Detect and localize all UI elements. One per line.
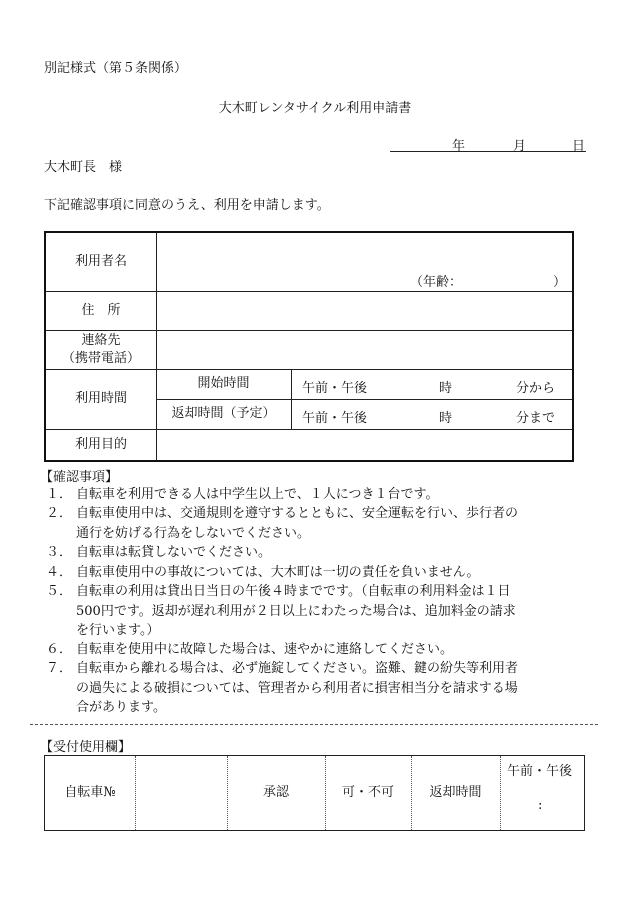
start-ampm-option[interactable]: 午前・午後 — [302, 381, 368, 396]
address-field[interactable] — [157, 292, 572, 330]
time-colon: : — [538, 798, 543, 813]
bike-number-label: 自転車№ — [64, 785, 116, 801]
start-hour-unit: 時 — [439, 381, 453, 396]
item-text: を行います。） — [76, 623, 160, 638]
date-month: 月 — [513, 139, 527, 154]
item-text: の過失による破損については、管理者から利用者に損害相当分を請求する場 — [76, 680, 518, 696]
date-year: 年 — [452, 139, 466, 154]
item-text: 合があります。 — [76, 700, 166, 715]
item-text: 通行を妨げる行為をしないでください。 — [76, 525, 311, 541]
start-time-label: 開始時間 — [197, 376, 250, 392]
item-number: ５． — [46, 584, 73, 599]
purpose-label: 利用目的 — [74, 436, 127, 452]
phone-field[interactable] — [157, 331, 572, 369]
return-time-label: 返却時間（予定） — [171, 406, 276, 422]
return-minute-unit: 分まで — [516, 411, 556, 426]
item-number: ３． — [46, 545, 73, 560]
confirmation-heading: 【確認事項】 — [40, 470, 119, 485]
item-number: ４． — [46, 565, 73, 580]
item-number: ７． — [46, 661, 73, 676]
intro-text: 下記確認事項に同意のうえ、利用を申請します。 — [44, 198, 330, 213]
application-form-table — [44, 231, 574, 462]
start-minute-unit: 分から — [516, 381, 556, 396]
return-time-reception-label: 返却時間 — [429, 785, 482, 801]
item-text: 自転車は転貸しないでください。 — [76, 545, 272, 560]
return-hour-unit: 時 — [439, 411, 453, 426]
section-divider — [30, 724, 598, 725]
purpose-field[interactable] — [157, 430, 572, 460]
cell-divider — [500, 756, 501, 830]
contact-label-line1: 連絡先 — [81, 332, 121, 348]
item-text: 自転車の利用は貸出日当日の午後４時までです。（自転車の利用料金は１日 — [76, 584, 511, 599]
item-text: 自転車を利用できる人は中学生以上で、１人につき１台です。 — [76, 487, 439, 502]
item-text: 自転車使用中は、交通規則を遵守するとともに、安全運転を行い、歩行者の — [76, 506, 519, 521]
item-text: 自転車から離れる場合は、必ず施錠してください。盗難、鍵の紛失等利用者 — [76, 661, 519, 676]
user-name-label: 利用者名 — [74, 254, 127, 270]
bike-number-field[interactable] — [136, 756, 226, 830]
reception-heading: 【受付使用欄】 — [40, 740, 132, 755]
usage-time-label: 利用時間 — [74, 391, 127, 407]
item-text: 自転車使用中の事故については、大木町は一切の責任を負いません。 — [76, 565, 480, 580]
approval-label: 承認 — [262, 785, 289, 801]
form-reference: 別記様式（第５条関係） — [44, 61, 188, 76]
item-number: ２． — [46, 506, 73, 521]
age-field[interactable] — [486, 271, 552, 287]
age-close-paren: ） — [553, 275, 567, 290]
date-day: 日 — [572, 139, 586, 154]
item-number: １． — [46, 487, 73, 502]
item-text: 500円です。返却が遅れ利用が２日以上にわたった場合は、追加料金の請求 — [76, 603, 516, 619]
contact-label — [46, 330, 156, 369]
reception-table — [44, 755, 585, 831]
contact-label-line2: （携帯電話） — [61, 350, 140, 366]
date-underline — [390, 151, 586, 152]
reception-ampm-option[interactable]: 午前・午後 — [507, 764, 573, 779]
address-label: 住 所 — [81, 302, 121, 318]
item-text: 自転車を使用中に故障した場合は、速やかに連絡してください。 — [76, 642, 454, 657]
return-ampm-option[interactable]: 午前・午後 — [302, 411, 368, 426]
document-title: 大木町レンタサイクル利用申請書 — [218, 101, 412, 116]
addressee: 大木町長 様 — [44, 160, 123, 175]
age-label: （年齢： — [410, 275, 463, 290]
approval-options[interactable]: 可・不可 — [341, 785, 394, 801]
item-number: ６． — [46, 642, 73, 657]
